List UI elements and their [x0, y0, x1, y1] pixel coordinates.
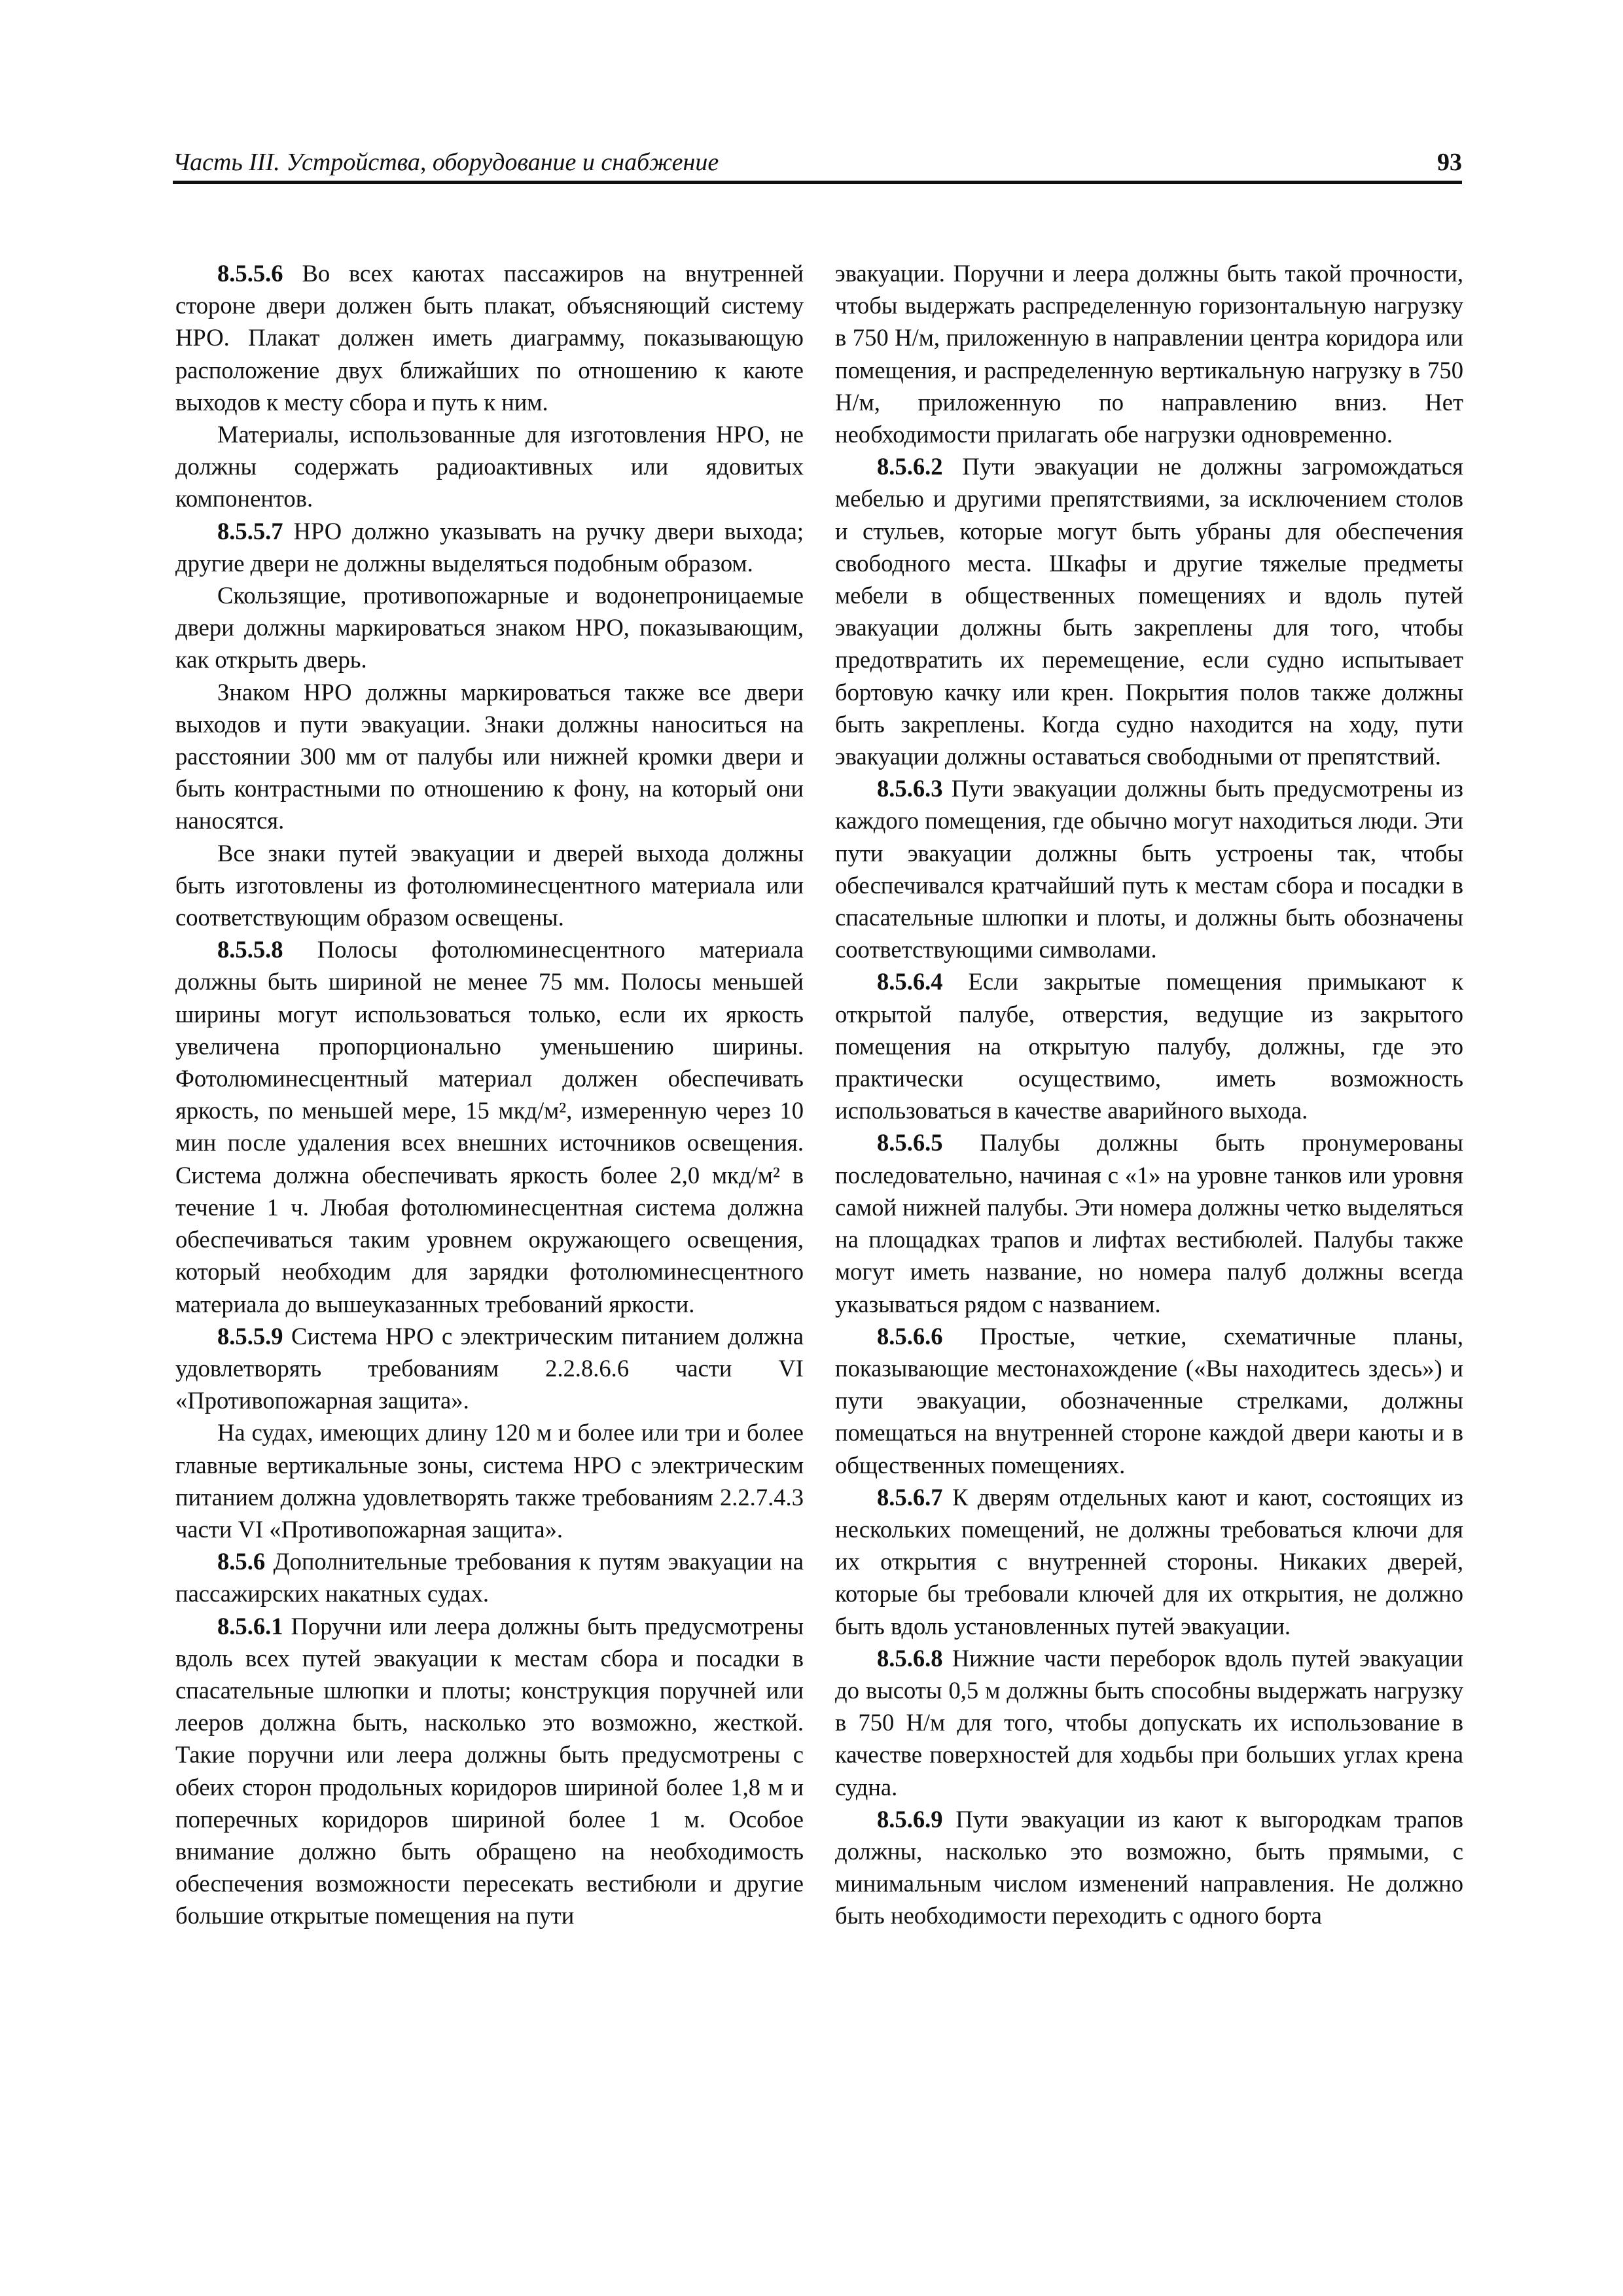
paragraph — [175, 1320, 804, 1417]
paragraph-text: НРО должно указывать на ручку двери выхода; другие двери не должны выделяться подобным образом. — [175, 517, 804, 577]
paragraph-text: Пути эвакуации не должны загромождаться мебелью и другими препятствиями, за исключением столов и стульев, которые могут быть убраны для обеспечения свободного места. Шкафы и другие тяжелые предметы мебели в общественных помещениях и вдоль путей эвакуации должны быть закреплены для того, чтобы предотвратить их перемещение, если судно испытывает бортовую качку или крен. Покрытия полов также должны быть закреплены. Когда судно находится на ходу, пути эвакуации должны оставаться свободными от препятствий. — [835, 453, 1463, 770]
paragraph-text: Пути эвакуации должны быть предусмотрены из каждого помещения, где обычно могут находиться люди. Эти пути эвакуации должны быть устроены так, чтобы обеспечивался кратчайший путь к местам сбора и посадки в спасательные шлюпки и плоты, и должны быть обозначены соответствующими символами. — [835, 775, 1463, 963]
right-column — [835, 257, 1463, 1932]
paragraph-text: К дверям отдельных кают и кают, состоящих из нескольких помещений, не должны требоваться ключи для их открытия с внутренней стороны. Никаких дверей, которые бы требовали ключей для их открытия, не должно быть вдоль установленных путей эвакуации. — [835, 1483, 1463, 1640]
paragraph-text: Нижние части переборок вдоль путей эвакуации до высоты 0,5 м должны быть способны выдержать нагрузку в 750 Н/м для того, чтобы допускать их использование в качестве поверхностей для ходьбы при больших углах крена судна. — [835, 1644, 1463, 1801]
paragraph — [175, 418, 804, 515]
clause-number: 8.5.6.7 — [877, 1483, 943, 1511]
paragraph-text: Пути эвакуации из кают к выгородкам трапов должны, насколько это возможно, быть прямыми, с минимальным числом изменений направления. Не должно быть необходимости переходить с одного борта — [835, 1805, 1463, 1929]
paragraph — [835, 257, 1463, 450]
clause-number: 8.5.5.6 — [217, 260, 283, 287]
clause-number: 8.5.6 — [217, 1548, 266, 1575]
paragraph — [835, 965, 1463, 1126]
paragraph-text: эвакуации. Поручни и леера должны быть такой прочности, чтобы выдержать распределенную горизонтальную нагрузку в 750 Н/м, приложенную в направлении центра коридора или помещения, и распределенную вертикальную нагрузку в 750 Н/м, приложенную по направлению вниз. Нет необходимости прилагать обе нагрузки одновременно. — [835, 260, 1463, 448]
paragraph — [835, 1481, 1463, 1642]
paragraph — [835, 1320, 1463, 1481]
paragraph-text: Материалы, использованные для изготовления НРО, не должны содержать радиоактивных или ядовитых компонентов. — [175, 421, 804, 512]
paragraph — [175, 1610, 804, 1932]
paragraph — [175, 1545, 804, 1609]
paragraph — [835, 1126, 1463, 1319]
paragraph — [835, 450, 1463, 772]
paragraph-text: Система НРО с электрическим питанием должна удовлетворять требованиям 2.2.8.6.6 части VI «Противопожарная защита». — [175, 1322, 804, 1414]
paragraph-text: Поручни или леера должны быть предусмотрены вдоль всех путей эвакуации к местам сбора и посадки в спасательные шлюпки и плоты; конструкция поручней или лееров должна быть, насколько это возможно, жесткой. Такие поручни или леера должны быть предусмотрены с обеих сторон продольных коридоров шириной более 1,8 м и поперечных коридоров шириной более 1 м. Особое внимание должно быть обращено на необходимость обеспечения возможности пересекать вестибюли и другие большие открытые помещения на пути — [175, 1612, 804, 1929]
clause-number: 8.5.6.6 — [877, 1322, 943, 1350]
clause-number: 8.5.6.1 — [217, 1612, 283, 1640]
paragraph-text: На судах, имеющих длину 120 м и более или три и более главные вертикальные зоны, система НРО с электрическим питанием должна удовлетворять также требованиям 2.2.7.4.3 части VI «Противопожарная защита». — [175, 1419, 804, 1543]
page-number: 93 — [1437, 149, 1462, 176]
clause-number: 8.5.6.9 — [877, 1805, 943, 1833]
running-header-title: Часть III. Устройства, оборудование и снабжение — [173, 149, 719, 176]
paragraph-text: Знаком НРО должны маркироваться также все двери выходов и пути эвакуации. Знаки должны наноситься на расстоянии 300 мм от палубы или нижней кромки двери и быть контрастными по отношению к фону, на который они наносятся. — [175, 678, 804, 834]
clause-number: 8.5.6.3 — [877, 775, 943, 802]
paragraph — [175, 933, 804, 1319]
left-column — [175, 257, 804, 1932]
clause-number: 8.5.6.4 — [877, 968, 943, 996]
clause-number: 8.5.5.9 — [217, 1322, 283, 1350]
clause-number: 8.5.6.2 — [877, 453, 943, 480]
running-header — [173, 145, 1462, 184]
clause-number: 8.5.5.8 — [217, 936, 283, 963]
paragraph-text: Палубы должны быть пронумерованы последовательно, начиная с «1» на уровне танков или уровня самой нижней палубы. Эти номера должны четко выделяться на площадках трапов и лифтах вестибюлей. Палубы также могут иметь название, но номера палуб должны всегда указываться рядом с названием. — [835, 1129, 1463, 1318]
clause-number: 8.5.6.8 — [877, 1644, 943, 1672]
paragraph-text: Простые, четкие, схематичные планы, показывающие местонахождение («Вы находитесь здесь») и пути эвакуации, обозначенные стрелками, должны помещаться на внутренней стороне каждой двери каюты и в общественных помещениях. — [835, 1322, 1463, 1479]
paragraph — [175, 257, 804, 418]
paragraph — [175, 676, 804, 837]
paragraph — [175, 1416, 804, 1545]
paragraph-text: Скользящие, противопожарные и водонепроницаемые двери должны маркироваться знаком НРО, показывающим, как открыть дверь. — [175, 582, 804, 673]
paragraph — [835, 1642, 1463, 1803]
paragraph — [835, 772, 1463, 965]
paragraph-text: Все знаки путей эвакуации и дверей выхода должны быть изготовлены из фотолюминесцентного материала или соответствующим образом освещены. — [175, 839, 804, 931]
clause-number: 8.5.6.5 — [877, 1129, 943, 1157]
paragraph-text: Если закрытые помещения примыкают к открытой палубе, отверстия, ведущие из закрытого помещения на открытую палубу, должны, где это практически осуществимо, иметь возможность использоваться в качестве аварийного выхода. — [835, 968, 1463, 1124]
paragraph-text: Во всех каютах пассажиров на внутренней стороне двери должен быть плакат, объясняющий систему НРО. Плакат должен иметь диаграмму, показывающую расположение двух ближайших по отношению к каюте выходов к месту сбора и путь к ним. — [175, 260, 804, 416]
clause-number: 8.5.5.7 — [217, 517, 283, 545]
paragraph — [175, 515, 804, 579]
paragraph-text: Полосы фотолюминесцентного материала должны быть шириной не менее 75 мм. Полосы меньшей ширины могут использоваться только, если их яркость увеличена пропорционально уменьшению ширины. Фотолюминесцентный материал должен обеспечивать яркость, по меньшей мере, 15 мкд/м², измеренную через 10 мин после удаления всех внешних источников освещения. Система должна обеспечивать яркость более 2,0 мкд/м² в течение 1 ч. Любая фотолюминесцентная система должна обеспечиваться таким уровнем окружающего освещения, который необходим для зарядки фотолюминесцентного материала до вышеуказанных требований яркости. — [175, 936, 804, 1318]
paragraph — [175, 579, 804, 676]
paragraph-text: Дополнительные требования к путям эвакуации на пассажирских накатных судах. — [175, 1548, 804, 1607]
paragraph — [835, 1803, 1463, 1932]
paragraph — [175, 837, 804, 934]
